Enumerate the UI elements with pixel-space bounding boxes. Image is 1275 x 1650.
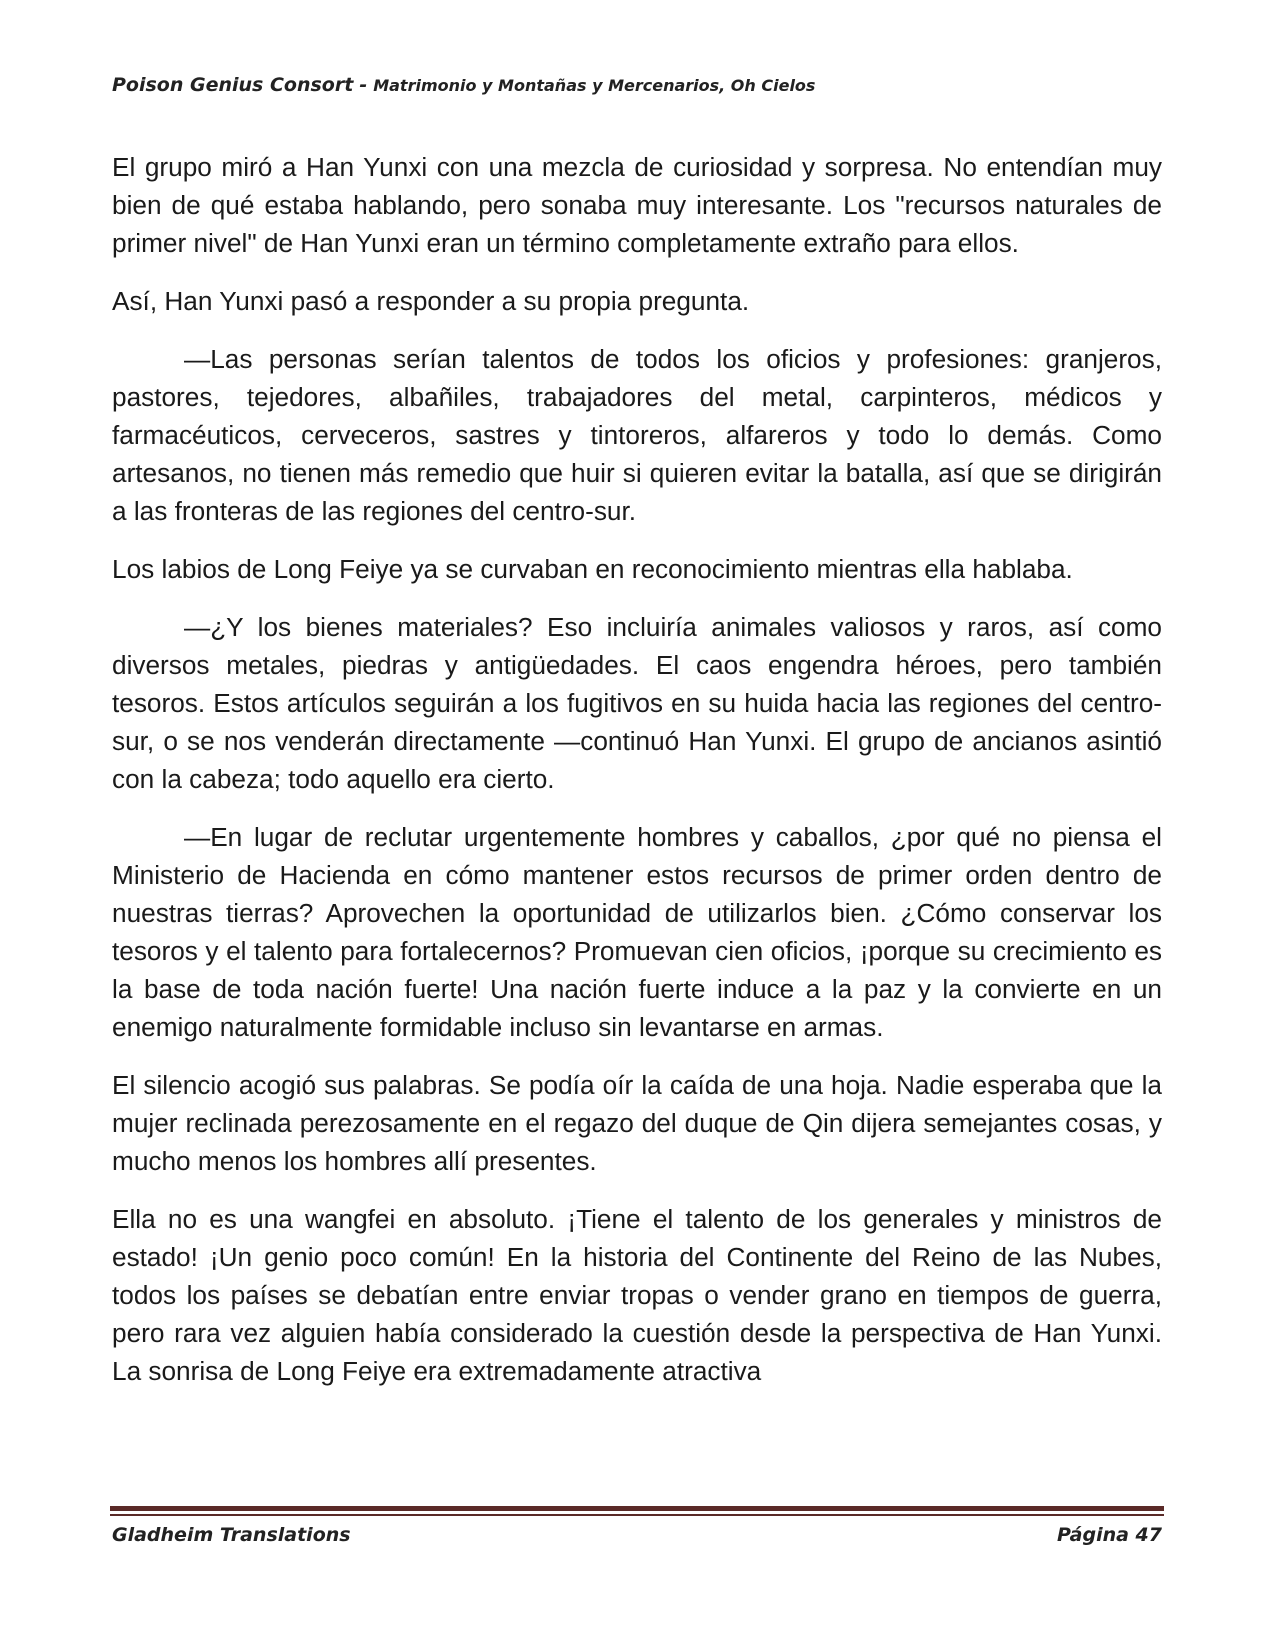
running-footer: [112, 1524, 1162, 1546]
body-text: [112, 148, 1162, 1410]
footer-rule-thick: [110, 1506, 1164, 1511]
paragraph-1: El grupo miró a Han Yunxi con una mezcla de curiosidad y sorpresa. No entendían muy bien de qué estaba hablando, pero sonaba muy interesante. Los "recursos naturales de primer nivel" de Han Yunxi eran un término completamente extraño para ellos.: [112, 152, 1162, 258]
header-chapter-title: Matrimonio y Montañas y Mercenarios, Oh Cielos: [373, 76, 816, 95]
paragraph-4: Los labios de Long Feiye ya se curvaban en reconocimiento mientras ella hablaba.: [112, 554, 1073, 584]
paragraph-3: —Las personas serían talentos de todos los oficios y profesiones: granjeros, pastores, tejedores, albañiles, trabajadores del metal, carpinteros, médicos y farmacéuticos, cerveceros, sastres y tintoreros, alfareros y todo lo demás. Como artesanos, no tienen más remedio que huir si quieren evitar la batalla, así que se dirigirán a las fronteras de las regiones del centro-sur.: [112, 344, 1162, 526]
paragraph-7: El silencio acogió sus palabras. Se podía oír la caída de una hoja. Nadie esperaba que la mujer reclinada perezosamente en el regazo del duque de Qin dijera semejantes cosas, y mucho menos los hombres allí presentes.: [112, 1070, 1162, 1176]
paragraph-8: Ella no es una wangfei en absoluto. ¡Tiene el talento de los generales y ministros de estado! ¡Un genio poco común! En la historia del Continente del Reino de las Nubes, todos los países se debatían entre enviar tropas o vender grano en tiempos de guerra, pero rara vez alguien había considerado la cuestión desde la perspectiva de Han Yunxi. La sonrisa de Long Feiye era extremadamente atractiva: [112, 1204, 1162, 1386]
paragraph-2: Así, Han Yunxi pasó a responder a su propia pregunta.: [112, 286, 750, 316]
footer-publisher: Gladheim Translations: [112, 1524, 351, 1546]
paragraph-6: —En lugar de reclutar urgentemente hombres y caballos, ¿por qué no piensa el Ministerio de Hacienda en cómo mantener estos recursos de primer orden dentro de nuestras tierras? Aprovechen la oportunidad de utilizarlos bien. ¿Cómo conservar los tesoros y el talento para fortalecernos? Promuevan cien oficios, ¡porque su crecimiento es la base de toda nación fuerte! Una nación fuerte induce a la paz y la convierte en un enemigo naturalmente formidable incluso sin levantarse en armas.: [112, 822, 1162, 1042]
header-separator: -: [359, 74, 368, 96]
footer-page-number: Página 47: [1056, 1524, 1162, 1546]
paragraph-5: —¿Y los bienes materiales? Eso incluiría animales valiosos y raros, así como diversos metales, piedras y antigüedades. El caos engendra héroes, pero también tesoros. Estos artículos seguirán a los fugitivos en su huida hacia las regiones del centro-sur, o se nos venderán directamente —continuó Han Yunxi. El grupo de ancianos asintió con la cabeza; todo aquello era cierto.: [112, 612, 1162, 794]
header-book-title: Poison Genius Consort: [112, 74, 354, 96]
running-header: [112, 74, 1162, 96]
footer-rule-thin: [110, 1514, 1164, 1516]
